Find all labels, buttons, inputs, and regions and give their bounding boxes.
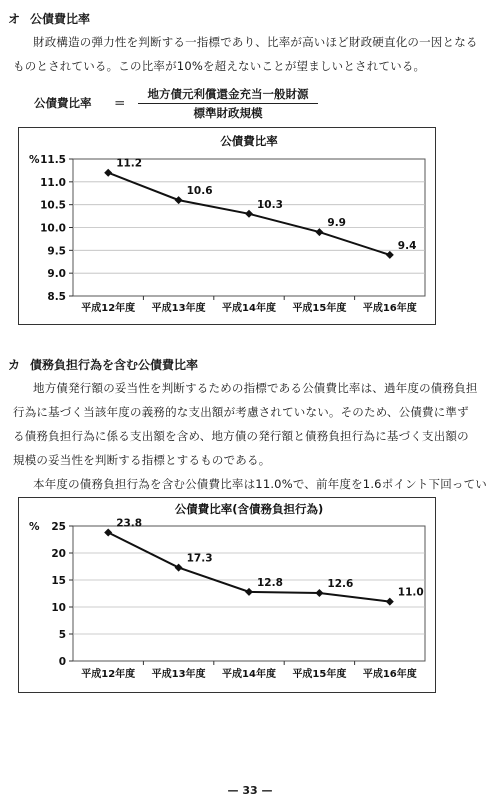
formula-fraction bbox=[138, 86, 318, 121]
data-label: 10.3 bbox=[257, 198, 283, 211]
data-point bbox=[386, 251, 394, 259]
data-label: 17.3 bbox=[186, 552, 213, 565]
chart-debt-ratio-incl-obligations-svg bbox=[19, 498, 435, 692]
y-tick-label: 15 bbox=[51, 575, 66, 587]
y-tick-label: 0 bbox=[58, 656, 66, 668]
y-tick-label: 9.0 bbox=[47, 268, 66, 281]
y-tick-label: 8.5 bbox=[47, 291, 66, 303]
x-tick-label: 平成16年度 bbox=[362, 669, 417, 680]
data-point bbox=[104, 169, 112, 177]
y-tick-label: 5 bbox=[58, 629, 66, 641]
y-axis-unit: % bbox=[29, 521, 40, 533]
x-tick-label: 平成15年度 bbox=[292, 669, 347, 680]
data-point bbox=[175, 196, 183, 204]
section-o-title: 公債費比率 bbox=[30, 12, 91, 26]
data-label: 12.6 bbox=[327, 577, 354, 590]
data-point bbox=[315, 589, 323, 597]
y-tick-label: 25 bbox=[51, 521, 66, 533]
chart-title: 公債費比率(含債務負担行為) bbox=[174, 502, 324, 516]
y-tick-label: 9.5 bbox=[47, 245, 66, 258]
y-axis-unit: % bbox=[29, 154, 40, 166]
section-ka-title: 債務負担行為を含む公債費比率 bbox=[30, 358, 199, 372]
section-ka-line: 規模の妥当性を判断する指標とするものである。 bbox=[13, 453, 271, 467]
formula-lhs: 公債費比率 bbox=[34, 96, 92, 110]
formula bbox=[34, 86, 334, 120]
chart-title: 公債費比率 bbox=[220, 134, 278, 148]
section-ka-heading bbox=[8, 356, 198, 373]
section-o-line: ものとされている。この比率が10%を超えないことが望ましいとされている。 bbox=[13, 59, 426, 73]
section-ka-marker: カ bbox=[8, 358, 21, 372]
section-o-paragraph bbox=[13, 30, 478, 78]
x-tick-label: 平成14年度 bbox=[222, 669, 276, 680]
y-tick-label: 10 bbox=[51, 602, 66, 614]
data-point bbox=[315, 228, 323, 236]
section-o-heading bbox=[8, 10, 90, 27]
formula-numerator: 地方債元利償還金充当一般財源 bbox=[138, 86, 318, 104]
chart-debt-ratio-svg bbox=[19, 128, 435, 324]
section-ka-line: 行為に基づく当該年度の義務的な支出額が考慮されていない。そのため、公債費に準ず bbox=[13, 405, 469, 419]
data-label: 23.8 bbox=[116, 517, 143, 530]
data-label: 10.6 bbox=[186, 185, 213, 198]
x-tick-label: 平成13年度 bbox=[151, 669, 206, 680]
data-point bbox=[104, 528, 112, 536]
x-tick-label: 平成12年度 bbox=[81, 303, 136, 314]
data-label: 11.0 bbox=[397, 586, 424, 599]
x-tick-label: 平成15年度 bbox=[292, 303, 347, 314]
y-tick-label: 10.5 bbox=[40, 199, 66, 212]
data-point bbox=[386, 598, 394, 606]
data-point bbox=[245, 588, 253, 596]
data-label: 12.8 bbox=[257, 576, 283, 589]
data-label: 9.9 bbox=[327, 217, 347, 230]
data-point bbox=[175, 564, 183, 572]
y-tick-label: 11.0 bbox=[40, 176, 66, 189]
formula-equals: ＝ bbox=[114, 96, 126, 110]
x-tick-label: 平成16年度 bbox=[362, 303, 417, 314]
data-label: 9.4 bbox=[397, 239, 417, 252]
chart-debt-ratio bbox=[18, 127, 436, 325]
y-tick-label: 10.0 bbox=[40, 222, 66, 235]
data-label: 11.2 bbox=[116, 157, 143, 170]
section-o-line: 財政構造の弾力性を判断する一指標であり、比率が高いほど財政硬直化の一因となる bbox=[33, 35, 478, 49]
section-ka-line: 地方債発行額の妥当性を判断するための指標である公債費比率は、過年度の債務負担 bbox=[33, 381, 478, 395]
formula-denominator: 標準財政規模 bbox=[193, 106, 263, 120]
y-tick-label: 20 bbox=[51, 548, 66, 560]
x-tick-label: 平成12年度 bbox=[81, 669, 136, 680]
x-tick-label: 平成13年度 bbox=[151, 303, 206, 314]
section-o-marker: オ bbox=[8, 12, 21, 26]
data-point bbox=[245, 210, 253, 218]
y-tick-label: 11.5 bbox=[40, 154, 66, 166]
chart-debt-ratio-incl-obligations bbox=[18, 497, 436, 693]
page-number: — 33 — bbox=[227, 784, 273, 797]
section-ka-line: 本年度の債務負担行為を含む公債費比率は11.0%で、前年度を1.6ポイント下回ってい bbox=[33, 477, 487, 491]
section-ka-line: る債務負担行為に係る支出額を含め、地方債の発行額と債務負担行為に基づく支出額の bbox=[13, 429, 469, 443]
x-tick-label: 平成14年度 bbox=[222, 303, 276, 314]
